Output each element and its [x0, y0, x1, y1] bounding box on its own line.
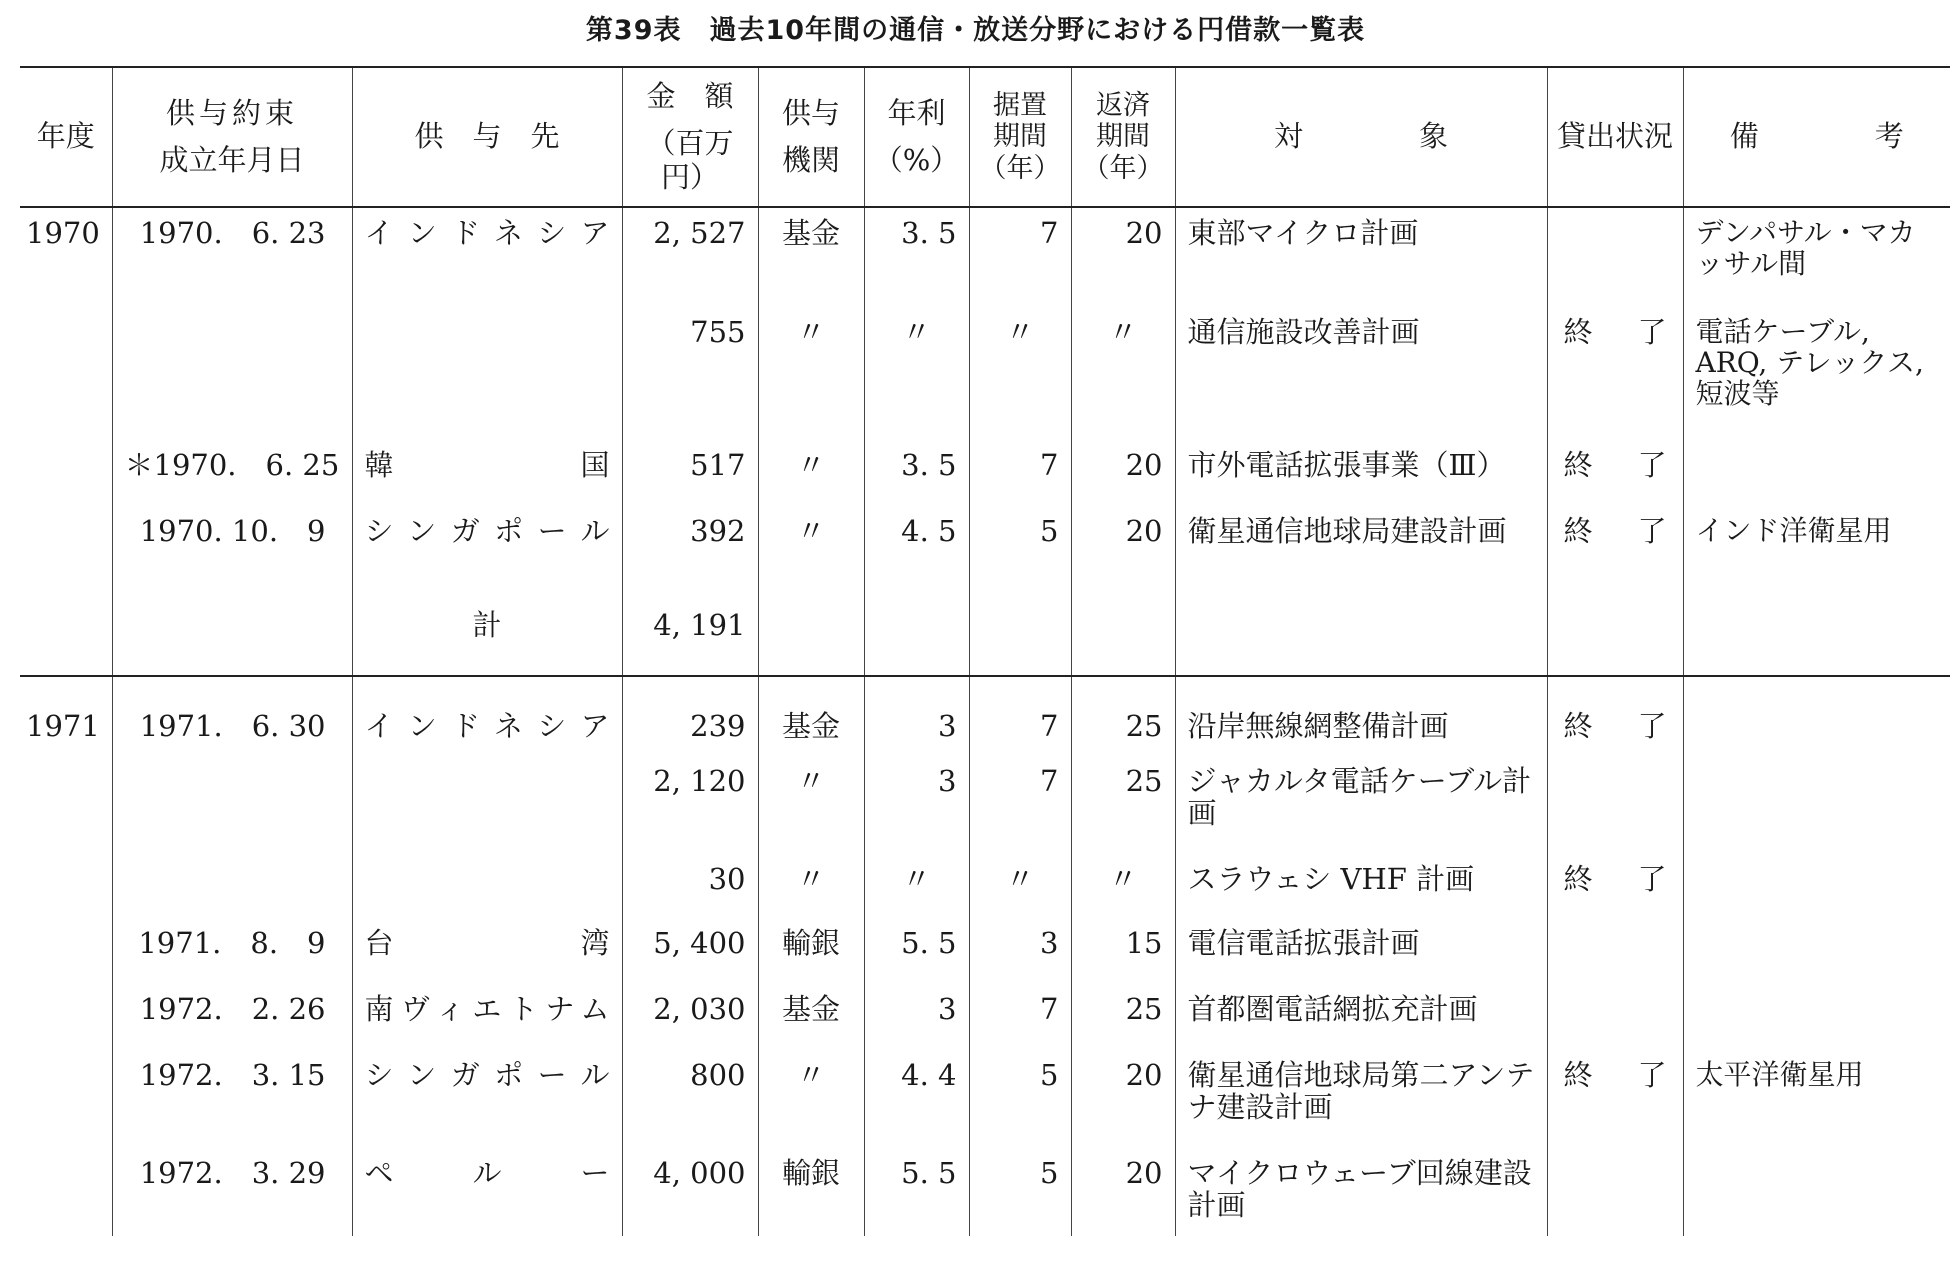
cell-amount: 239: [622, 676, 758, 756]
cell-year: 1971: [26, 709, 100, 743]
cell-date: [112, 307, 352, 440]
header-amount: 金 額 （百万円）: [622, 67, 758, 207]
cell-rate: 〃: [864, 307, 969, 440]
cell-recipient: 台湾: [352, 918, 622, 984]
cell-agency: 〃: [758, 854, 864, 918]
table-row: [20, 918, 1950, 984]
cell-remarks: [1683, 1148, 1950, 1236]
cell-grace: 7: [969, 756, 1071, 854]
cell-recipient: インドネシア: [352, 207, 622, 307]
table-title: 第39表 過去10年間の通信・放送分野における円借款一覧表: [585, 15, 1366, 46]
cell-repay: 20: [1071, 1148, 1175, 1236]
cell-year: [20, 854, 112, 918]
table-row: [20, 676, 1950, 756]
cell-recipient: シンガポール: [352, 506, 622, 600]
cell-target: ジャカルタ電話ケーブル計画: [1175, 756, 1547, 854]
cell-recipient: [352, 307, 622, 440]
cell-status: [1547, 207, 1683, 307]
cell-repay: 15: [1071, 918, 1175, 984]
table-row: [20, 984, 1950, 1050]
table-row: [20, 1050, 1950, 1148]
cell-rate: 3: [864, 756, 969, 854]
table-row: [20, 440, 1950, 506]
cell-status: 終了: [1547, 854, 1683, 918]
cell-repay: 25: [1071, 756, 1175, 854]
table-row: [20, 756, 1950, 854]
cell-year: [20, 756, 112, 854]
cell-amount: 2, 030: [622, 984, 758, 1050]
cell-status: 終了: [1547, 506, 1683, 600]
table-header: [20, 67, 1950, 207]
header-remarks: 備 考: [1683, 67, 1950, 207]
cell-recipient: [352, 854, 622, 918]
table-row-total: [20, 600, 1950, 676]
cell-rate: 3. 5: [864, 207, 969, 307]
header-date: 供与約束 成立年月日: [112, 67, 352, 207]
table-row: [20, 506, 1950, 600]
cell-year: 1970: [26, 216, 100, 250]
cell-date: 1972. 3. 29: [112, 1148, 352, 1236]
cell-rate: 4. 4: [864, 1050, 969, 1148]
cell-year: [20, 600, 112, 676]
cell-remarks: 太平洋衛星用: [1683, 1050, 1950, 1148]
cell-status: [1547, 756, 1683, 854]
cell-year: [20, 984, 112, 1050]
cell-status: 終了: [1547, 676, 1683, 756]
cell-agency: [758, 600, 864, 676]
cell-year: [20, 918, 112, 984]
cell-agency: 〃: [758, 440, 864, 506]
cell-date: 1970. 6. 23: [112, 207, 352, 307]
cell-total-amount: 4, 191: [622, 600, 758, 676]
cell-target: 電信電話拡張計画: [1175, 918, 1547, 984]
cell-remarks: [1683, 854, 1950, 918]
header-grace: 据置 期間 （年）: [969, 67, 1071, 207]
cell-rate: 3: [864, 984, 969, 1050]
cell-remarks: インド洋衛星用: [1683, 506, 1950, 600]
cell-status: [1547, 1148, 1683, 1236]
cell-target: 市外電話拡張事業（Ⅲ）: [1175, 440, 1547, 506]
table-row: [20, 207, 1950, 307]
cell-agency: 基金: [758, 676, 864, 756]
cell-agency: 〃: [758, 506, 864, 600]
cell-remarks: [1683, 984, 1950, 1050]
cell-remarks: [1683, 600, 1950, 676]
header-rate: 年利 （%）: [864, 67, 969, 207]
cell-remarks: [1683, 440, 1950, 506]
cell-rate: 3: [864, 676, 969, 756]
cell-remarks: [1683, 756, 1950, 854]
cell-date: 1972. 3. 15: [112, 1050, 352, 1148]
header-recipient: 供 与 先: [352, 67, 622, 207]
cell-remarks: デンパサル・マカッサル間: [1683, 207, 1950, 307]
cell-repay: 25: [1071, 676, 1175, 756]
cell-amount: 755: [622, 307, 758, 440]
cell-remarks: 電話ケーブル, ARQ, テレックス, 短波等: [1683, 307, 1950, 440]
cell-grace: 7: [969, 984, 1071, 1050]
cell-year: [20, 307, 112, 440]
cell-target: 通信施設改善計画: [1175, 307, 1547, 440]
cell-date: 1971. 6. 30: [112, 676, 352, 756]
cell-grace: 7: [969, 207, 1071, 307]
cell-agency: 〃: [758, 756, 864, 854]
cell-grace: 3: [969, 918, 1071, 984]
cell-year: [20, 1148, 112, 1236]
cell-grace: 5: [969, 506, 1071, 600]
cell-status: 終了: [1547, 307, 1683, 440]
cell-status: [1547, 984, 1683, 1050]
header-target: 対 象: [1175, 67, 1547, 207]
cell-status: 終了: [1547, 1050, 1683, 1148]
cell-target: 東部マイクロ計画: [1175, 207, 1547, 307]
cell-agency: 基金: [758, 207, 864, 307]
cell-date: [112, 756, 352, 854]
cell-status: 終了: [1547, 440, 1683, 506]
header-repay: 返済 期間 （年）: [1071, 67, 1175, 207]
cell-amount: 30: [622, 854, 758, 918]
cell-recipient: インドネシア: [352, 676, 622, 756]
cell-date: 1971. 8. 9: [112, 918, 352, 984]
cell-recipient: [352, 756, 622, 854]
cell-repay: 〃: [1071, 307, 1175, 440]
header-year: 年度: [36, 119, 95, 154]
cell-rate: 3. 5: [864, 440, 969, 506]
cell-status: [1547, 600, 1683, 676]
cell-date: ＊1970. 6. 25: [112, 440, 352, 506]
cell-target: 衛星通信地球局第二アンテナ建設計画: [1175, 1050, 1547, 1148]
cell-total-label: 計: [352, 600, 622, 676]
cell-amount: 392: [622, 506, 758, 600]
cell-target: 沿岸無線網整備計画: [1175, 676, 1547, 756]
cell-amount: 2, 120: [622, 756, 758, 854]
cell-agency: 輸銀: [758, 918, 864, 984]
cell-grace: 5: [969, 1148, 1071, 1236]
header-agency: 供与 機関: [758, 67, 864, 207]
cell-grace: 5: [969, 1050, 1071, 1148]
loan-table: [20, 66, 1950, 1236]
cell-date: 1972. 2. 26: [112, 984, 352, 1050]
cell-agency: 〃: [758, 307, 864, 440]
cell-date: [112, 854, 352, 918]
cell-rate: 5. 5: [864, 918, 969, 984]
cell-grace: 7: [969, 440, 1071, 506]
cell-amount: 2, 527: [622, 207, 758, 307]
cell-amount: 4, 000: [622, 1148, 758, 1236]
cell-rate: [864, 600, 969, 676]
cell-target: 首都圏電話網拡充計画: [1175, 984, 1547, 1050]
cell-amount: 517: [622, 440, 758, 506]
cell-rate: 5. 5: [864, 1148, 969, 1236]
cell-grace: 7: [969, 676, 1071, 756]
cell-target: [1175, 600, 1547, 676]
cell-repay: 20: [1071, 506, 1175, 600]
cell-status: [1547, 918, 1683, 984]
header-status: 貸出状況: [1547, 67, 1683, 207]
cell-agency: 基金: [758, 984, 864, 1050]
cell-recipient: シンガポール: [352, 1050, 622, 1148]
cell-target: マイクロウェーブ回線建設計画: [1175, 1148, 1547, 1236]
cell-amount: 800: [622, 1050, 758, 1148]
cell-agency: 輸銀: [758, 1148, 864, 1236]
cell-agency: 〃: [758, 1050, 864, 1148]
cell-repay: [1071, 600, 1175, 676]
cell-remarks: [1683, 918, 1950, 984]
cell-date: 1970. 10. 9: [112, 506, 352, 600]
cell-repay: 〃: [1071, 854, 1175, 918]
cell-recipient: 南ヴィエトナム: [352, 984, 622, 1050]
cell-grace: [969, 600, 1071, 676]
cell-repay: 25: [1071, 984, 1175, 1050]
cell-year: [20, 440, 112, 506]
table-body: [20, 207, 1950, 1236]
table-row: [20, 854, 1950, 918]
cell-year: [20, 1050, 112, 1148]
cell-amount: 5, 400: [622, 918, 758, 984]
cell-repay: 20: [1071, 440, 1175, 506]
cell-grace: 〃: [969, 307, 1071, 440]
cell-date: [112, 600, 352, 676]
cell-target: 衛星通信地球局建設計画: [1175, 506, 1547, 600]
cell-rate: 〃: [864, 854, 969, 918]
cell-rate: 4. 5: [864, 506, 969, 600]
cell-year: [20, 506, 112, 600]
cell-grace: 〃: [969, 854, 1071, 918]
cell-repay: 20: [1071, 207, 1175, 307]
cell-repay: 20: [1071, 1050, 1175, 1148]
cell-recipient: ペルー: [352, 1148, 622, 1236]
cell-recipient: 韓国: [352, 440, 622, 506]
cell-remarks: [1683, 676, 1950, 756]
table-row: [20, 307, 1950, 440]
table-row: [20, 1148, 1950, 1236]
cell-target: スラウェシ VHF 計画: [1175, 854, 1547, 918]
